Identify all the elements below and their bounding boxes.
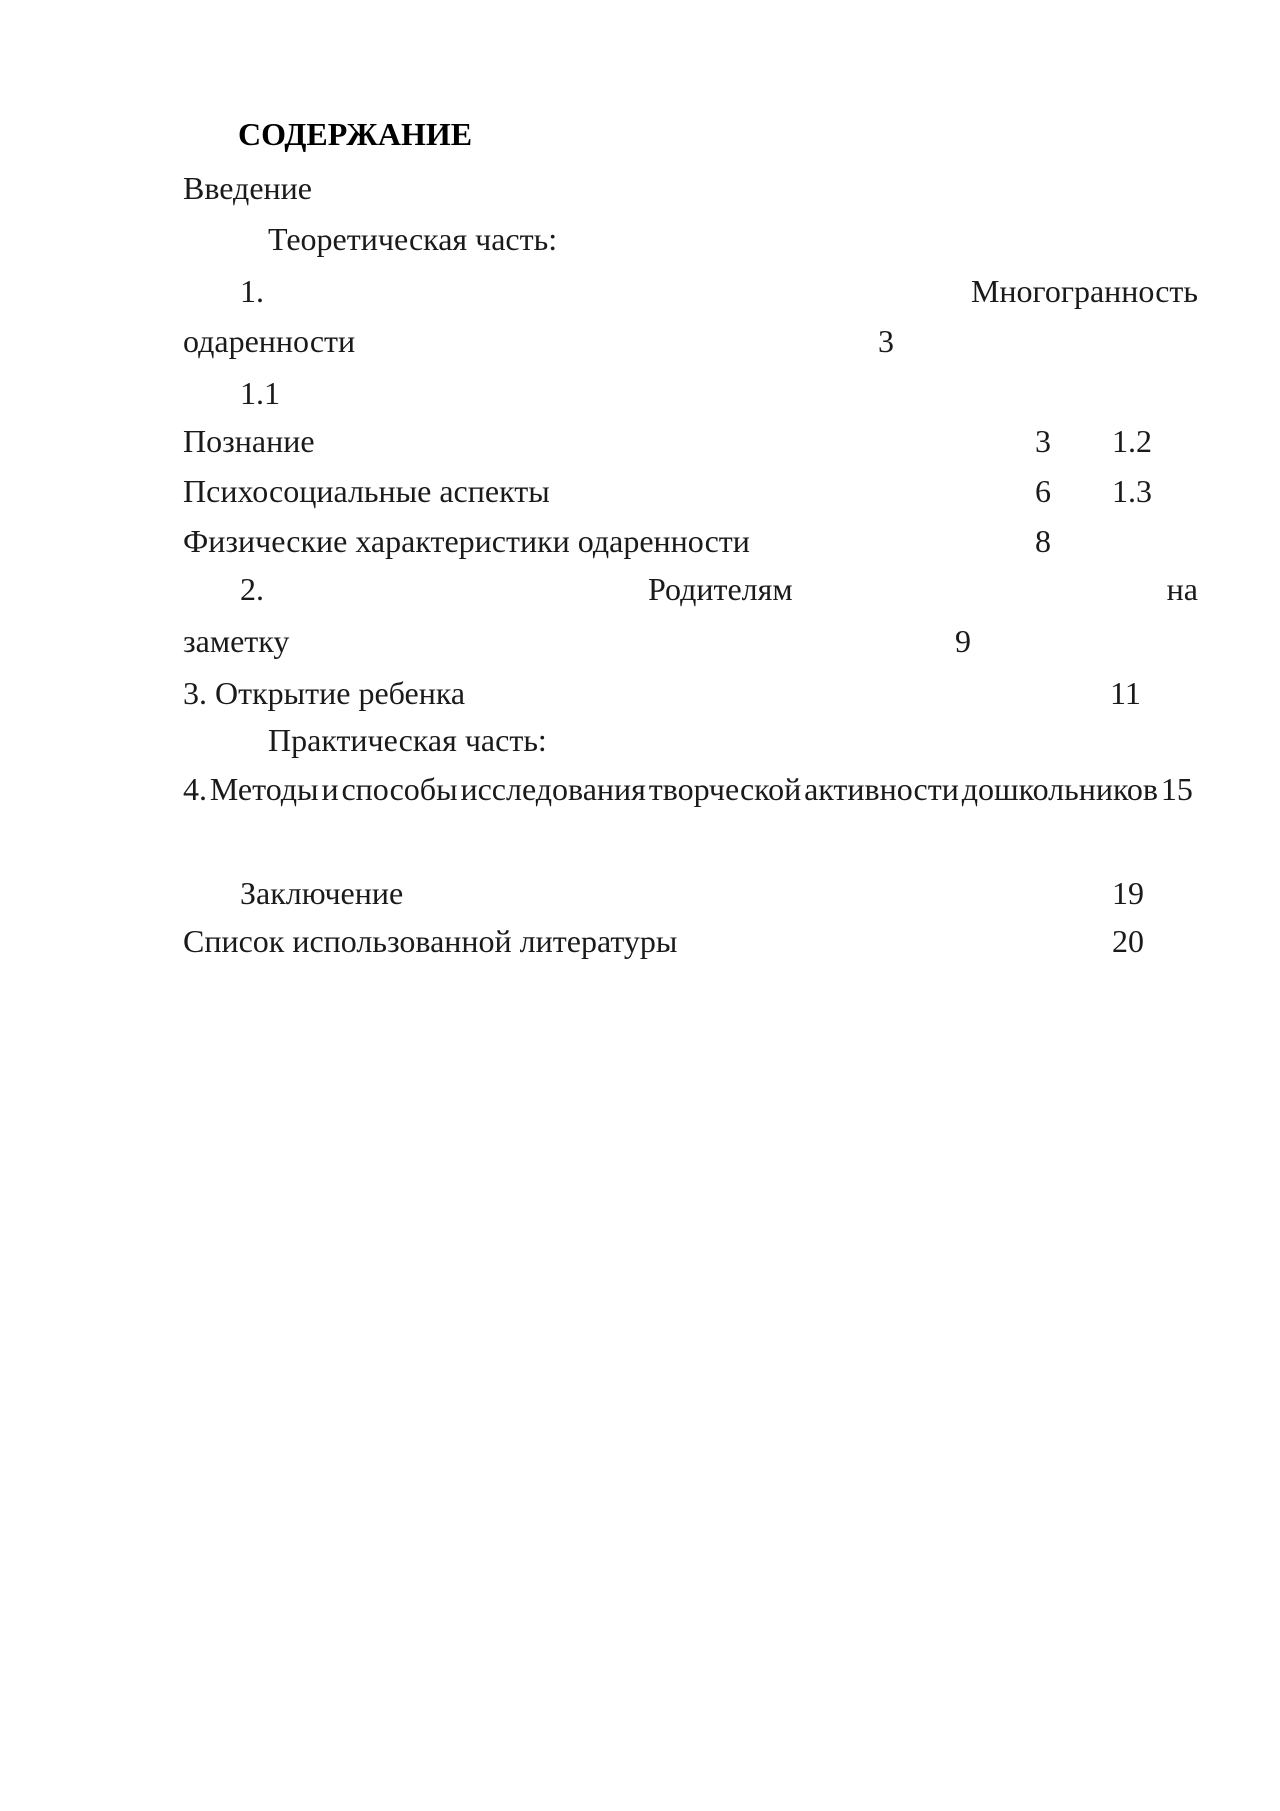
toc-entry-1-page-number: 3	[878, 323, 894, 359]
toc-entry-1-3-number: 1.3	[1112, 473, 1152, 509]
toc-entry-1-3-page-number: 8	[1035, 523, 1051, 559]
toc-entry-4-word: и	[321, 771, 339, 807]
toc-entry-4-word: активности	[804, 771, 959, 807]
toc-entry-1-1-page-number: 3	[1035, 423, 1051, 459]
toc-entry-conclusion-title: Заключение	[240, 875, 404, 911]
toc-entry-2-number: 2.	[240, 571, 264, 607]
toc-entry-4-word: дошкольников	[961, 771, 1159, 807]
toc-entry-1-2-page-number: 6	[1035, 473, 1051, 509]
toc-entry-4-word: исследования	[460, 771, 646, 807]
toc-entry-4-word: Методы	[209, 771, 319, 807]
toc-entry-conclusion-page-number: 19	[1112, 875, 1144, 911]
toc-entry-3-page-number: 11	[1110, 675, 1141, 711]
toc-entry-1-2-number: 1.2	[1112, 423, 1152, 459]
toc-entry-1-1-title: Познание	[183, 423, 315, 459]
toc-entry-3-title: 3. Открытие ребенка	[183, 675, 466, 711]
toc-entry-1-1-number: 1.1	[240, 375, 280, 411]
toc-entry-4	[183, 764, 1193, 815]
toc-entry-4-number: 4.	[183, 771, 207, 807]
toc-entry-4-page-number: 15	[1160, 771, 1193, 807]
toc-heading-theory: Теоретическая часть:	[268, 221, 558, 257]
toc-entry-1-2-title: Психосоциальные аспекты	[183, 473, 550, 509]
toc-entry-bibliography-title: Список использованной литературы	[183, 923, 678, 959]
toc-entry-4-word: способы	[341, 771, 458, 807]
toc-entry-1-number: 1.	[240, 273, 264, 309]
toc-entry-2-page-number: 9	[955, 623, 971, 659]
toc-heading-practice: Практическая часть:	[268, 722, 547, 758]
toc-entry-2-title-word3: заметку	[183, 623, 290, 659]
toc-entry-1-3-title: Физические характеристики одаренности	[183, 523, 750, 559]
toc-entry-4-word: творческой	[648, 771, 802, 807]
toc-entry-introduction: Введение	[183, 170, 312, 206]
toc-entry-1-title-line2: одаренности	[183, 323, 356, 359]
toc-entry-1-title-line1: Многогранность	[970, 273, 1198, 309]
document-title: СОДЕРЖАНИЕ	[238, 116, 473, 152]
toc-entry-2-title-word1: Родителям	[648, 571, 793, 607]
toc-entry-bibliography-page-number: 20	[1112, 923, 1144, 959]
toc-entry-2-title-word2: на	[1166, 571, 1198, 607]
